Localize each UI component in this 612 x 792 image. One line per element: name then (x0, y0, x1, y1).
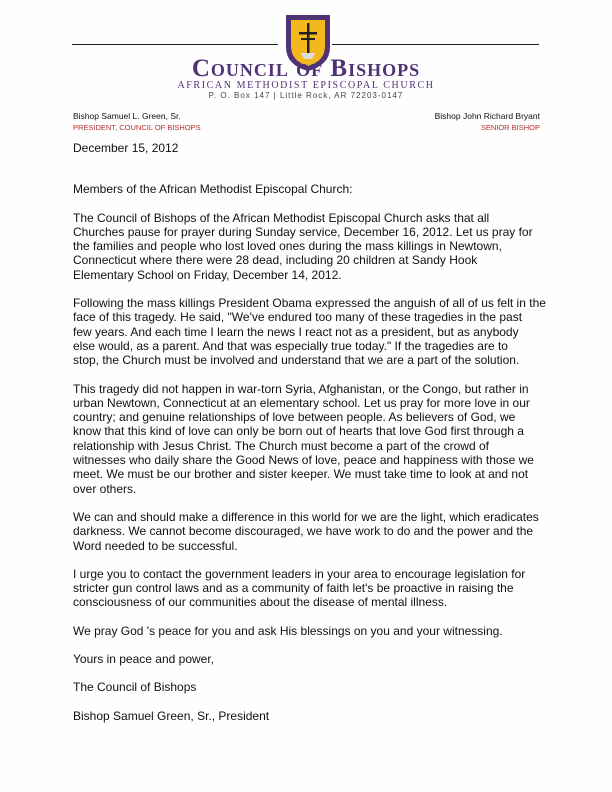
letter-body (73, 141, 553, 737)
paragraph-line: witnesses who daily share the Good News of love, peace and happiness with those we (73, 453, 534, 468)
header-rule-right (332, 44, 539, 45)
paragraph (73, 211, 553, 282)
paragraph (73, 567, 553, 610)
paragraph-line: Following the mass killings President Obama expressed the anguish of all of us felt in the (73, 296, 546, 311)
paragraph-line: The Council of Bishops of the African Methodist Episcopal Church asks that all (73, 210, 490, 225)
paragraph-line: Connecticut where there were 28 dead, including 20 children at Sandy Hook (73, 253, 478, 268)
paragraph-line: Elementary School on Friday, December 14, 2012. (73, 267, 342, 282)
paragraph-line: Churches pause for prayer during Sunday service, December 16, 2012. Let us pray for (73, 224, 533, 239)
paragraph-line: consciousness of our communities about the disease of mental illness. (73, 595, 448, 610)
bishop-name: Bishop John Richard Bryant (434, 111, 540, 121)
paragraph-line: few years. And each time I learn the news I react not as a president, but as anybody (73, 324, 519, 339)
header-rule-left (72, 44, 278, 45)
bishop-right (435, 111, 540, 133)
bishop-title: PRESIDENT, COUNCIL OF BISHOPS (73, 123, 201, 132)
bishop-name: Bishop Samuel L. Green, Sr. (73, 111, 181, 121)
paragraph-line: darkness. We cannot become discouraged, we have work to do and the power and the (73, 524, 534, 539)
paragraph-line: else would, as a parent. And that was especially true today." If the tragedies are to (73, 338, 508, 353)
signatory: Bishop Samuel Green, Sr., President (73, 708, 270, 723)
paragraph-line: the families and people who lost loved ones during the mass killings in Newtown, (73, 239, 502, 254)
paragraph-line: stricter gun control laws and as a community of faith let's be proactive in raising the (73, 581, 514, 596)
paragraphs (73, 211, 553, 638)
paragraph-line: meet. We must be our brother and sister keeper. We must take time to look at and not (73, 467, 529, 482)
paragraph (73, 382, 553, 496)
paragraph-line: know that this kind of love can only be born out of hearts that love God first through a (73, 424, 524, 439)
org-name: Council of Bishops (191, 55, 421, 82)
paragraph (73, 296, 553, 367)
signatory-group: The Council of Bishops (73, 680, 197, 695)
org-address: P. O. Box 147 | Little Rock, AR 72203-0147 (208, 91, 404, 100)
paragraph-line: over others. (73, 481, 137, 496)
paragraph-line: We pray God 's peace for you and ask His blessings on you and your witnessing. (73, 623, 503, 638)
paragraph-line: relationship with Jesus Christ. The Church must become a part of the crowd of (73, 438, 489, 453)
paragraph-line: stop, the Church must be involved and understand that we are a part of the solution. (73, 353, 520, 368)
paragraph-line: This tragedy did not happen in war-torn Syria, Afghanistan, or the Congo, but rather in (73, 381, 529, 396)
paragraph-line: country; and genuine relationships of love between people. As believers of God, we (73, 410, 516, 425)
org-subtitle: AFRICAN METHODIST EPISCOPAL CHURCH (177, 80, 435, 91)
letter-date: December 15, 2012 (73, 141, 179, 155)
paragraph-line: Word needed to be successful. (73, 538, 238, 553)
salutation: Members of the African Methodist Episcopal Church: (73, 182, 353, 197)
paragraph-line: I urge you to contact the government leaders in your area to encourage legislation for (73, 566, 526, 581)
paragraph-line: face of this tragedy. He said, "We've endured too many of these tragedies in the past (73, 310, 523, 325)
bishop-left (73, 111, 201, 133)
paragraph-line: urban Newtown, Connecticut at an elementary school. Let us pray for more love in our (73, 395, 530, 410)
paragraph-line: We can and should make a difference in this world for we are the light, which eradicates (73, 509, 539, 524)
paragraph (73, 624, 553, 638)
bishop-title: SENIOR BISHOP (480, 123, 540, 132)
closing: Yours in peace and power, (73, 652, 214, 667)
paragraph (73, 510, 553, 553)
